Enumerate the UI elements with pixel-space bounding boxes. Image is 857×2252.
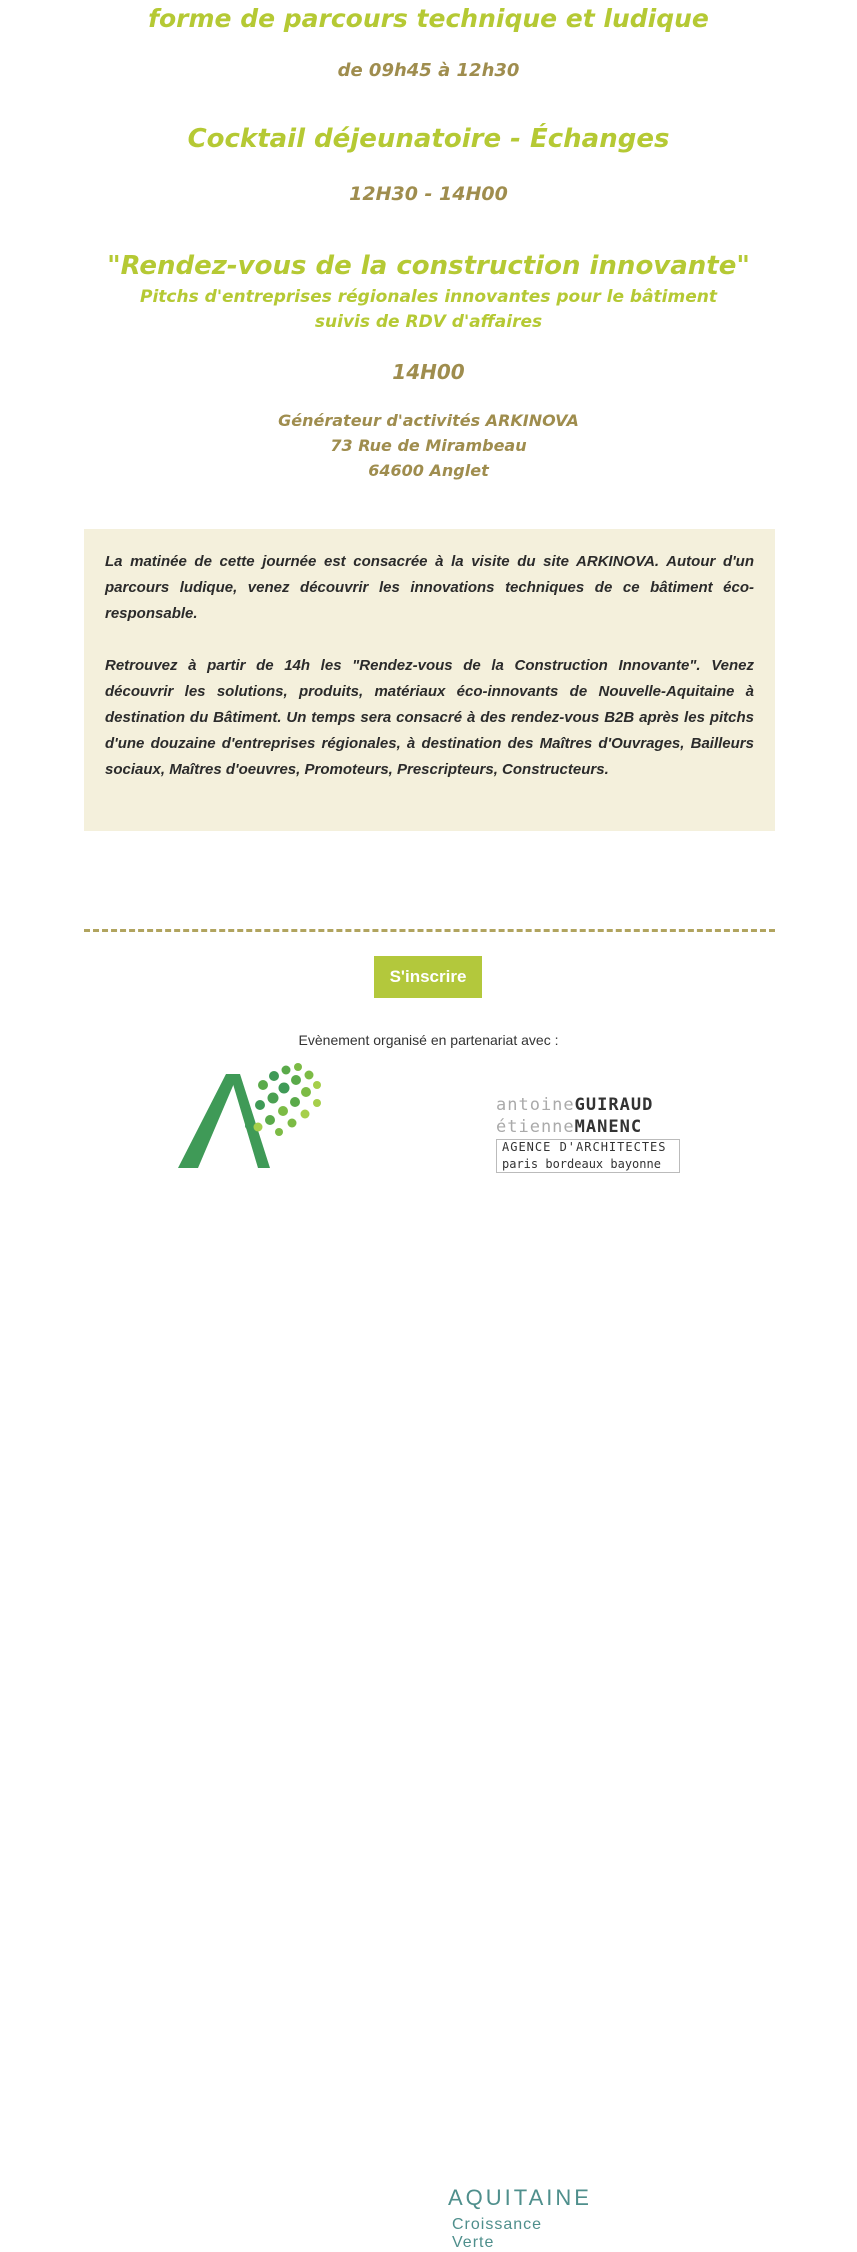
architect-last-name-1: GUIRAUD [574,1095,654,1115]
rdv-title: "Rendez-vous de la construction innovante" [107,251,750,281]
address-line-1: Générateur d'activités ARKINOVA [278,411,579,430]
agency-label: AGENCE D'ARCHITECTES [502,1140,667,1154]
parcours-subtitle: forme de parcours technique et ludique [148,4,709,33]
pitch-line-1: Pitchs d'entreprises régionales innovantes pour le bâtiment [140,287,717,307]
architect-first-name-2: étienne [496,1117,575,1137]
architect-first-name-1: antoine [496,1095,575,1115]
morning-time: de 09h45 à 12h30 [337,60,520,81]
afternoon-time: 14H00 [392,360,465,384]
address-line-2: 73 Rue de Mirambeau [330,436,527,455]
architect-last-name-2: MANENC [574,1117,643,1137]
aquitaine-wordmark: AQUITAINE [448,2185,592,2210]
event-description-box [84,529,775,831]
cocktail-time: 12H30 - 14H00 [349,183,508,205]
agency-cities: paris bordeaux bayonne [502,1157,661,1171]
croissance-verte-tagline: Croissance Verte [452,2216,543,2251]
description-paragraph-2: Retrouvez à partir de 14h les "Rendez-vous de la Construction Innovante". Venez découvrir les solutions, produits, matériaux éco-innovants de Nouvelle-Aquitaine à destination du Bâtiment. Un temps sera consacré à des rendez-vous B2B après les pitchs d'une douzaine d'entreprises régionales, à destination des Maîtres d'Ouvrages, Bailleurs sociaux, Maîtres d'oeuvres, Promoteurs, Prescripteurs, Constructeurs. [105,657,754,778]
description-paragraph-1: La matinée de cette journée est consacrée à la visite du site ARKINOVA. Autour d'un parcours ludique, venez découvrir les innovations techniques de ce bâtiment éco-responsable. [105,553,754,622]
aquitaine-a-mark-icon [178,1060,468,1182]
cocktail-title: Cocktail déjeunatoire - Échanges [187,124,670,154]
dashed-divider [84,929,775,932]
signup-button[interactable]: S'inscrire [374,956,482,998]
pitch-line-2: suivis de RDV d'affaires [314,312,543,332]
architect-name-2 [496,1117,642,1137]
partnership-intro: Evènement organisé en partenariat avec : [298,1032,559,1048]
address-line-3: 64600 Anglet [368,461,489,480]
guiraud-manenc-architects-logo[interactable] [496,1095,686,1177]
architect-name-1 [496,1095,653,1115]
